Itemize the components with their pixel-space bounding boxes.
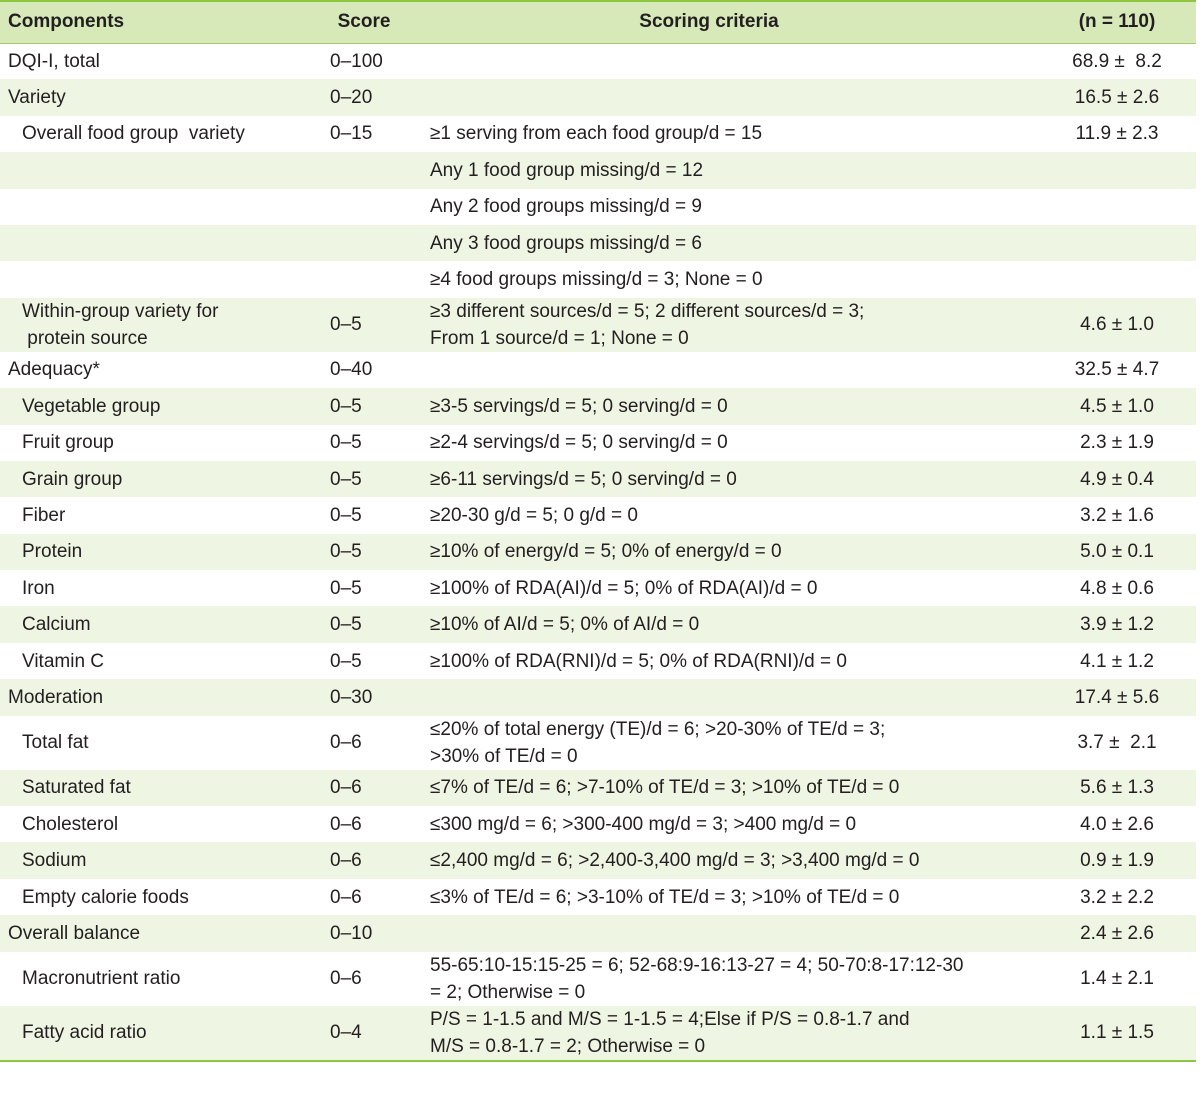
value-cell: [1004, 425, 1196, 461]
score-cell-text: 0–5: [330, 577, 362, 599]
score-cell-text: 0–20: [330, 87, 373, 109]
table-row: [0, 1006, 1196, 1060]
value-cell: [1004, 915, 1196, 951]
score-cell: [314, 261, 414, 297]
value-cell-text: 3.7 ± 2.1: [1077, 732, 1157, 754]
criteria-cell: [414, 43, 1004, 79]
component-cell: [0, 225, 314, 261]
table-row: [0, 915, 1196, 951]
criteria-cell: [414, 806, 1004, 842]
table-row: [0, 842, 1196, 878]
table-row: [0, 43, 1196, 79]
value-cell-text: 4.1 ± 1.2: [1080, 650, 1154, 672]
score-cell: [314, 497, 414, 533]
value-cell: [1004, 842, 1196, 878]
score-cell: [314, 79, 414, 115]
component-cell: [0, 952, 314, 1006]
criteria-cell: [414, 879, 1004, 915]
value-cell-text: 68.9 ± 8.2: [1072, 50, 1162, 72]
value-cell: [1004, 43, 1196, 79]
score-cell: [314, 1006, 414, 1060]
table-row: [0, 425, 1196, 461]
table-row: [0, 879, 1196, 915]
score-cell-text: 0–4: [330, 1022, 362, 1044]
score-cell-text: 0–5: [330, 314, 362, 336]
component-cell-text: Calcium: [22, 614, 91, 636]
table-row: [0, 643, 1196, 679]
component-cell: [0, 152, 314, 188]
component-cell: [0, 425, 314, 461]
criteria-cell-text: ≤7% of TE/d = 6; >7-10% of TE/d = 3; >10% of TE/d = 0: [430, 777, 900, 799]
criteria-cell-text: ≤3% of TE/d = 6; >3-10% of TE/d = 3; >10% of TE/d = 0: [430, 886, 900, 908]
component-cell-text: Empty calorie foods: [22, 886, 189, 908]
component-cell-text: Adequacy*: [8, 359, 100, 381]
table-row: [0, 570, 1196, 606]
score-cell-text: 0–15: [330, 123, 373, 145]
score-cell: [314, 679, 414, 715]
score-cell-text: 0–30: [330, 686, 373, 708]
component-cell: [0, 43, 314, 79]
criteria-cell-text: ≥20-30 g/d = 5; 0 g/d = 0: [430, 504, 638, 526]
score-cell: [314, 570, 414, 606]
score-cell: [314, 388, 414, 424]
table-header: [0, 2, 1196, 43]
value-cell-text: 1.1 ± 1.5: [1080, 1022, 1154, 1044]
criteria-cell-text: ≥6-11 servings/d = 5; 0 serving/d = 0: [430, 468, 737, 490]
value-cell: [1004, 388, 1196, 424]
component-cell: [0, 352, 314, 388]
value-cell-text: 16.5 ± 2.6: [1074, 87, 1160, 109]
criteria-cell-text: ≥10% of energy/d = 5; 0% of energy/d = 0: [430, 541, 782, 563]
value-cell-text: 4.6 ± 1.0: [1080, 314, 1154, 336]
value-cell: [1004, 952, 1196, 1006]
value-cell: [1004, 152, 1196, 188]
component-cell: [0, 915, 314, 951]
value-cell-text: 11.9 ± 2.3: [1075, 123, 1159, 145]
value-cell: [1004, 679, 1196, 715]
table-row: [0, 352, 1196, 388]
score-cell: [314, 806, 414, 842]
value-cell-text: 5.6 ± 1.3: [1080, 777, 1154, 799]
score-cell: [314, 425, 414, 461]
value-cell: [1004, 261, 1196, 297]
score-cell-text: 0–6: [330, 886, 362, 908]
criteria-cell: [414, 461, 1004, 497]
header-score: Score: [314, 2, 414, 43]
criteria-cell: [414, 534, 1004, 570]
criteria-cell-text: ≤300 mg/d = 6; >300-400 mg/d = 3; >400 mg/d = 0: [430, 813, 857, 835]
score-cell: [314, 352, 414, 388]
criteria-cell-text: ≥1 serving from each food group/d = 15: [430, 123, 763, 145]
score-cell-text: 0–6: [330, 777, 362, 799]
component-cell-text: Vitamin C: [22, 650, 105, 672]
criteria-cell: [414, 952, 1004, 1006]
value-cell: [1004, 189, 1196, 225]
value-cell-text: 4.0 ± 2.6: [1080, 813, 1154, 835]
table-row: [0, 606, 1196, 642]
score-cell: [314, 879, 414, 915]
criteria-cell-text: ≥2-4 servings/d = 5; 0 serving/d = 0: [430, 432, 728, 454]
criteria-cell-text: P/S = 1-1.5 and M/S = 1-1.5 = 4;Else if P/S = 0.8-1.7 and M/S = 0.8-1.7 = 2; Otherwise = 0: [430, 1008, 910, 1057]
criteria-cell-text: ≤2,400 mg/d = 6; >2,400-3,400 mg/d = 3; >3,400 mg/d = 0: [430, 850, 920, 872]
criteria-cell: [414, 189, 1004, 225]
criteria-cell: [414, 497, 1004, 533]
component-cell: [0, 534, 314, 570]
score-cell-text: 0–5: [330, 432, 362, 454]
criteria-cell-text: ≥100% of RDA(RNI)/d = 5; 0% of RDA(RNI)/d = 0: [430, 650, 847, 672]
criteria-cell: [414, 1006, 1004, 1060]
criteria-cell-text: 55-65:10-15:15-25 = 6; 52-68:9-16:13-27 = 4; 50-70:8-17:12-30 = 2; Otherwise = 0: [430, 954, 964, 1003]
criteria-cell-text: ≥10% of AI/d = 5; 0% of AI/d = 0: [430, 614, 700, 636]
value-cell: [1004, 643, 1196, 679]
value-cell: [1004, 352, 1196, 388]
component-cell: [0, 770, 314, 806]
table-row: [0, 189, 1196, 225]
table-row: [0, 716, 1196, 770]
criteria-cell: [414, 298, 1004, 352]
value-cell: [1004, 1006, 1196, 1060]
component-cell: [0, 461, 314, 497]
component-cell: [0, 497, 314, 533]
component-cell: [0, 570, 314, 606]
table-row: [0, 461, 1196, 497]
value-cell: [1004, 225, 1196, 261]
score-cell: [314, 842, 414, 878]
component-cell: [0, 879, 314, 915]
score-cell: [314, 716, 414, 770]
score-cell: [314, 189, 414, 225]
value-cell-text: 5.0 ± 0.1: [1080, 541, 1154, 563]
criteria-cell: [414, 388, 1004, 424]
dqi-table: [0, 2, 1196, 1060]
criteria-cell: [414, 570, 1004, 606]
component-cell-text: Iron: [22, 577, 55, 599]
value-cell: [1004, 298, 1196, 352]
criteria-cell: [414, 643, 1004, 679]
table-row: [0, 679, 1196, 715]
score-cell: [314, 225, 414, 261]
component-cell: [0, 716, 314, 770]
component-cell-text: Protein: [22, 541, 83, 563]
score-cell: [314, 43, 414, 79]
table-row: [0, 225, 1196, 261]
criteria-cell: [414, 152, 1004, 188]
value-cell-text: 0.9 ± 1.9: [1080, 850, 1154, 872]
value-cell-text: 2.4 ± 2.6: [1080, 922, 1154, 944]
criteria-cell-text: ≥4 food groups missing/d = 3; None = 0: [430, 269, 763, 291]
component-cell: [0, 643, 314, 679]
criteria-cell-text: ≥100% of RDA(AI)/d = 5; 0% of RDA(AI)/d = 0: [430, 577, 818, 599]
criteria-cell-text: Any 1 food group missing/d = 12: [430, 159, 704, 181]
table-row: [0, 770, 1196, 806]
value-cell: [1004, 606, 1196, 642]
component-cell-text: Total fat: [22, 732, 89, 754]
component-cell-text: Overall food group variety: [22, 123, 245, 145]
score-cell: [314, 915, 414, 951]
table-row: [0, 116, 1196, 152]
component-cell-text: Overall balance: [8, 922, 141, 944]
value-cell-text: 1.4 ± 2.1: [1080, 968, 1154, 990]
score-cell-text: 0–6: [330, 968, 362, 990]
component-cell-text: Within-group variety for protein source: [22, 300, 219, 349]
component-cell: [0, 261, 314, 297]
value-cell: [1004, 534, 1196, 570]
criteria-cell: [414, 116, 1004, 152]
criteria-cell-text: Any 3 food groups missing/d = 6: [430, 232, 702, 254]
value-cell-text: 3.2 ± 1.6: [1080, 504, 1154, 526]
component-cell-text: Variety: [8, 87, 66, 109]
score-cell: [314, 534, 414, 570]
criteria-cell-text: ≥3 different sources/d = 5; 2 different sources/d = 3; From 1 source/d = 1; None = 0: [430, 300, 865, 349]
value-cell: [1004, 116, 1196, 152]
value-cell-text: 32.5 ± 4.7: [1074, 359, 1160, 381]
criteria-cell: [414, 679, 1004, 715]
score-cell: [314, 116, 414, 152]
table-row: [0, 534, 1196, 570]
table-body: [0, 43, 1196, 1060]
score-cell-text: 0–6: [330, 850, 362, 872]
component-cell: [0, 298, 314, 352]
criteria-cell: [414, 842, 1004, 878]
value-cell: [1004, 79, 1196, 115]
component-cell-text: Moderation: [8, 686, 104, 708]
component-cell-text: Saturated fat: [22, 777, 131, 799]
component-cell-text: DQI-I, total: [8, 50, 100, 72]
header-criteria: Scoring criteria: [414, 2, 1004, 43]
criteria-cell-text: ≤20% of total energy (TE)/d = 6; >20-30% of TE/d = 3; >30% of TE/d = 0: [430, 718, 886, 767]
score-cell-text: 0–40: [330, 359, 373, 381]
value-cell-text: 4.9 ± 0.4: [1080, 468, 1154, 490]
header-row: [0, 2, 1196, 43]
score-cell-text: 0–6: [330, 732, 362, 754]
score-cell: [314, 298, 414, 352]
criteria-cell: [414, 915, 1004, 951]
score-cell-text: 0–5: [330, 541, 362, 563]
component-cell: [0, 388, 314, 424]
value-cell-text: 17.4 ± 5.6: [1074, 686, 1160, 708]
criteria-cell: [414, 425, 1004, 461]
table-row: [0, 497, 1196, 533]
score-cell: [314, 952, 414, 1006]
component-cell: [0, 116, 314, 152]
value-cell: [1004, 770, 1196, 806]
value-cell: [1004, 497, 1196, 533]
component-cell: [0, 189, 314, 225]
value-cell: [1004, 570, 1196, 606]
component-cell-text: Fruit group: [22, 432, 114, 454]
value-cell-text: 4.8 ± 0.6: [1080, 577, 1154, 599]
score-cell-text: 0–5: [330, 614, 362, 636]
value-cell: [1004, 879, 1196, 915]
criteria-cell-text: Any 2 food groups missing/d = 9: [430, 196, 702, 218]
table-row: [0, 298, 1196, 352]
component-cell: [0, 79, 314, 115]
score-cell-text: 0–100: [330, 50, 383, 72]
component-cell: [0, 606, 314, 642]
value-cell-text: 2.3 ± 1.9: [1080, 432, 1154, 454]
value-cell-text: 3.9 ± 1.2: [1080, 614, 1154, 636]
component-cell-text: Sodium: [22, 850, 87, 872]
component-cell-text: Macronutrient ratio: [22, 968, 181, 990]
component-cell: [0, 1006, 314, 1060]
score-cell: [314, 770, 414, 806]
criteria-cell-text: ≥3-5 servings/d = 5; 0 serving/d = 0: [430, 395, 728, 417]
component-cell-text: Cholesterol: [22, 813, 119, 835]
table-row: [0, 952, 1196, 1006]
score-cell-text: 0–5: [330, 395, 362, 417]
table-row: [0, 79, 1196, 115]
component-cell-text: Grain group: [22, 468, 123, 490]
table-row: [0, 152, 1196, 188]
criteria-cell: [414, 352, 1004, 388]
criteria-cell: [414, 716, 1004, 770]
score-cell-text: 0–6: [330, 813, 362, 835]
score-cell-text: 0–5: [330, 468, 362, 490]
value-cell: [1004, 806, 1196, 842]
score-cell: [314, 643, 414, 679]
value-cell-text: 4.5 ± 1.0: [1080, 395, 1154, 417]
criteria-cell: [414, 225, 1004, 261]
criteria-cell: [414, 606, 1004, 642]
component-cell-text: Fatty acid ratio: [22, 1022, 147, 1044]
criteria-cell: [414, 261, 1004, 297]
score-cell-text: 0–5: [330, 650, 362, 672]
score-cell-text: 0–5: [330, 504, 362, 526]
criteria-cell: [414, 79, 1004, 115]
score-cell: [314, 461, 414, 497]
header-value: (n = 110): [1004, 2, 1196, 43]
component-cell: [0, 806, 314, 842]
score-cell: [314, 606, 414, 642]
value-cell-text: 3.2 ± 2.2: [1080, 886, 1154, 908]
component-cell-text: Fiber: [22, 504, 66, 526]
component-cell: [0, 679, 314, 715]
header-components: Components: [0, 2, 314, 43]
table-row: [0, 806, 1196, 842]
value-cell: [1004, 716, 1196, 770]
table-row: [0, 261, 1196, 297]
score-cell: [314, 152, 414, 188]
component-cell: [0, 842, 314, 878]
value-cell: [1004, 461, 1196, 497]
score-cell-text: 0–10: [330, 922, 373, 944]
table-row: [0, 388, 1196, 424]
component-cell-text: Vegetable group: [22, 395, 161, 417]
criteria-cell: [414, 770, 1004, 806]
